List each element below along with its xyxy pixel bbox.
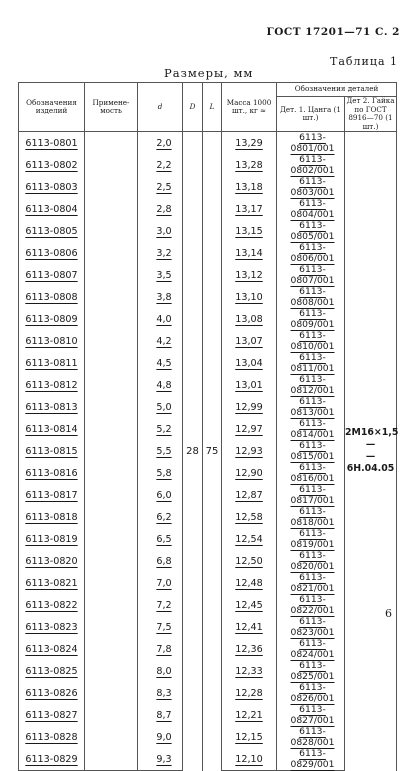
d-cell-text: 3,8 bbox=[156, 291, 172, 303]
det1-cell bbox=[277, 154, 345, 176]
mass-cell bbox=[222, 264, 277, 286]
application-cell bbox=[85, 704, 138, 726]
mass-cell bbox=[222, 286, 277, 308]
d-cell-text: 5,5 bbox=[156, 445, 172, 457]
det1-cell-text: 6113-0814/001 bbox=[290, 418, 335, 440]
mass-cell bbox=[222, 396, 277, 418]
mass-cell-text: 13,10 bbox=[235, 291, 263, 303]
d-cell bbox=[138, 198, 183, 220]
mass-cell bbox=[222, 748, 277, 771]
mass-cell-text: 12,97 bbox=[235, 423, 263, 435]
designation-cell-text: 6113-0818 bbox=[25, 511, 78, 523]
designation-cell bbox=[19, 660, 85, 682]
d-cell bbox=[138, 484, 183, 506]
d-cell-text: 6,0 bbox=[156, 489, 172, 501]
d-cell-text: 4,5 bbox=[156, 357, 172, 369]
application-cell bbox=[85, 638, 138, 660]
det1-cell-text: 6113-0805/001 bbox=[290, 220, 335, 242]
mass-cell bbox=[222, 682, 277, 704]
sizes-title: Размеры, мм bbox=[164, 66, 254, 80]
designation-cell-text: 6113-0802 bbox=[25, 159, 78, 171]
designation-cell bbox=[19, 198, 85, 220]
det1-cell-text: 6113-0804/001 bbox=[290, 198, 335, 220]
d-cell-text: 8,3 bbox=[156, 687, 172, 699]
designation-cell-text: 6113-0822 bbox=[25, 599, 78, 611]
d-cell-text: 5,0 bbox=[156, 401, 172, 413]
designation-cell-text: 6113-0812 bbox=[25, 379, 78, 391]
col-header-D: D bbox=[183, 83, 203, 132]
det1-cell-text: 6113-0820/001 bbox=[290, 550, 335, 572]
det1-cell bbox=[277, 242, 345, 264]
det1-cell-text: 6113-0802/001 bbox=[290, 154, 335, 176]
nut-line-1: 2М16×1,5— bbox=[345, 427, 399, 451]
mass-cell bbox=[222, 550, 277, 572]
designation-cell-text: 6113-0814 bbox=[25, 423, 78, 435]
mass-cell-text: 13,17 bbox=[235, 203, 263, 215]
mass-cell-text: 13,29 bbox=[235, 137, 263, 149]
application-cell bbox=[85, 374, 138, 396]
designation-cell-text: 6113-0821 bbox=[25, 577, 78, 589]
application-cell bbox=[85, 396, 138, 418]
d-cell-text: 2,0 bbox=[156, 137, 172, 149]
designation-cell bbox=[19, 572, 85, 594]
mass-cell-text: 13,15 bbox=[235, 225, 263, 237]
designation-cell bbox=[19, 506, 85, 528]
d-cell-text: 5,2 bbox=[156, 423, 172, 435]
designation-cell-text: 6113-0808 bbox=[25, 291, 78, 303]
mass-cell-text: 12,33 bbox=[235, 665, 263, 677]
d-cell-text: 5,8 bbox=[156, 467, 172, 479]
designation-cell-text: 6113-0809 bbox=[25, 313, 78, 325]
mass-cell bbox=[222, 616, 277, 638]
col-header-designation: Обозначения изделий bbox=[19, 83, 85, 132]
application-cell bbox=[85, 616, 138, 638]
det1-cell-text: 6113-0810/001 bbox=[290, 330, 335, 352]
d-cell bbox=[138, 286, 183, 308]
designation-cell bbox=[19, 374, 85, 396]
designation-cell-text: 6113-0826 bbox=[25, 687, 78, 699]
designation-cell bbox=[19, 176, 85, 198]
designation-cell bbox=[19, 462, 85, 484]
designation-cell bbox=[19, 242, 85, 264]
designation-cell bbox=[19, 440, 85, 462]
d-cell bbox=[138, 242, 183, 264]
mass-cell bbox=[222, 198, 277, 220]
mass-cell-text: 12,93 bbox=[235, 445, 263, 457]
det1-cell-text: 6113-0808/001 bbox=[290, 286, 335, 308]
mass-cell-text: 12,15 bbox=[235, 731, 263, 743]
mass-cell bbox=[222, 638, 277, 660]
designation-cell-text: 6113-0824 bbox=[25, 643, 78, 655]
d-cell bbox=[138, 528, 183, 550]
det1-cell bbox=[277, 330, 345, 352]
det1-cell bbox=[277, 418, 345, 440]
application-cell bbox=[85, 418, 138, 440]
designation-cell bbox=[19, 528, 85, 550]
mass-cell-text: 12,10 bbox=[235, 753, 263, 765]
d-cell bbox=[138, 396, 183, 418]
d-cell bbox=[138, 616, 183, 638]
application-cell bbox=[85, 242, 138, 264]
det1-cell-text: 6113-0806/001 bbox=[290, 242, 335, 264]
det1-cell bbox=[277, 748, 345, 771]
designation-cell-text: 6113-0823 bbox=[25, 621, 78, 633]
d-cell-text: 9,0 bbox=[156, 731, 172, 743]
mass-cell bbox=[222, 572, 277, 594]
application-cell bbox=[85, 308, 138, 330]
table-label: Таблица 1 bbox=[330, 55, 398, 68]
designation-cell-text: 6113-0825 bbox=[25, 665, 78, 677]
mass-cell bbox=[222, 308, 277, 330]
det1-cell-text: 6113-0826/001 bbox=[290, 682, 335, 704]
designation-cell-text: 6113-0816 bbox=[25, 467, 78, 479]
designation-cell bbox=[19, 352, 85, 374]
application-cell bbox=[85, 484, 138, 506]
d-cell bbox=[138, 418, 183, 440]
mass-cell-text: 13,07 bbox=[235, 335, 263, 347]
table-row bbox=[19, 132, 397, 155]
mass-cell bbox=[222, 242, 277, 264]
d-cell-text: 2,2 bbox=[156, 159, 172, 171]
application-cell bbox=[85, 220, 138, 242]
d-cell-text: 9,3 bbox=[156, 753, 172, 765]
det1-cell-text: 6113-0827/001 bbox=[290, 704, 335, 726]
application-cell bbox=[85, 352, 138, 374]
det1-cell-text: 6113-0822/001 bbox=[290, 594, 335, 616]
det1-cell-text: 6113-0828/001 bbox=[290, 726, 335, 748]
application-cell bbox=[85, 286, 138, 308]
application-cell bbox=[85, 550, 138, 572]
mass-cell bbox=[222, 154, 277, 176]
det1-cell-text: 6113-0825/001 bbox=[290, 660, 335, 682]
application-cell bbox=[85, 506, 138, 528]
det1-cell-text: 6113-0824/001 bbox=[290, 638, 335, 660]
d-cell-text: 7,8 bbox=[156, 643, 172, 655]
designation-cell-text: 6113-0803 bbox=[25, 181, 78, 193]
d-cell-text: 6,5 bbox=[156, 533, 172, 545]
designation-cell-text: 6113-0828 bbox=[25, 731, 78, 743]
d-cell-text: 7,0 bbox=[156, 577, 172, 589]
d-cell bbox=[138, 704, 183, 726]
application-cell bbox=[85, 154, 138, 176]
mass-cell-text: 12,45 bbox=[235, 599, 263, 611]
det1-cell bbox=[277, 220, 345, 242]
mass-cell-text: 12,28 bbox=[235, 687, 263, 699]
det1-cell-text: 6113-0809/001 bbox=[290, 308, 335, 330]
mass-cell-text: 12,36 bbox=[235, 643, 263, 655]
d-cell-text: 7,5 bbox=[156, 621, 172, 633]
d-cell bbox=[138, 132, 183, 155]
det1-cell bbox=[277, 374, 345, 396]
designation-cell bbox=[19, 286, 85, 308]
det1-cell bbox=[277, 616, 345, 638]
designation-cell bbox=[19, 264, 85, 286]
det1-cell-text: 6113-0819/001 bbox=[290, 528, 335, 550]
application-cell bbox=[85, 462, 138, 484]
mass-cell-text: 13,18 bbox=[235, 181, 263, 193]
application-cell bbox=[85, 660, 138, 682]
mass-cell-text: 13,28 bbox=[235, 159, 263, 171]
designation-cell-text: 6113-0810 bbox=[25, 335, 78, 347]
designation-cell-text: 6113-0815 bbox=[25, 445, 78, 457]
d-cell-text: 3,5 bbox=[156, 269, 172, 281]
mass-cell-text: 12,41 bbox=[235, 621, 263, 633]
d-cell-text: 6,2 bbox=[156, 511, 172, 523]
mass-cell bbox=[222, 220, 277, 242]
d-cell-text: 4,2 bbox=[156, 335, 172, 347]
mass-cell-text: 12,54 bbox=[235, 533, 263, 545]
L-value-cell: 75 bbox=[203, 132, 222, 771]
page-number: 6 bbox=[385, 607, 392, 620]
application-cell bbox=[85, 594, 138, 616]
mass-cell-text: 13,08 bbox=[235, 313, 263, 325]
designation-cell bbox=[19, 308, 85, 330]
designation-cell bbox=[19, 726, 85, 748]
mass-cell-text: 13,04 bbox=[235, 357, 263, 369]
d-cell bbox=[138, 308, 183, 330]
mass-cell-text: 12,48 bbox=[235, 577, 263, 589]
designation-cell-text: 6113-0801 bbox=[25, 137, 78, 149]
det1-cell bbox=[277, 594, 345, 616]
det1-cell bbox=[277, 660, 345, 682]
col-header-application: Примене-мость bbox=[85, 83, 138, 132]
mass-cell bbox=[222, 660, 277, 682]
d-cell bbox=[138, 352, 183, 374]
det1-cell-text: 6113-0813/001 bbox=[290, 396, 335, 418]
mass-cell bbox=[222, 462, 277, 484]
mass-cell bbox=[222, 484, 277, 506]
d-cell-text: 4,0 bbox=[156, 313, 172, 325]
designation-cell bbox=[19, 330, 85, 352]
d-cell bbox=[138, 440, 183, 462]
d-cell bbox=[138, 154, 183, 176]
d-cell-text: 3,0 bbox=[156, 225, 172, 237]
designation-cell bbox=[19, 396, 85, 418]
application-cell bbox=[85, 330, 138, 352]
d-cell-text: 3,2 bbox=[156, 247, 172, 259]
mass-cell bbox=[222, 726, 277, 748]
table-body bbox=[19, 132, 397, 771]
designation-cell bbox=[19, 616, 85, 638]
det1-cell bbox=[277, 572, 345, 594]
nut-line-2: —6Н.04.05 bbox=[346, 451, 395, 475]
det1-cell bbox=[277, 638, 345, 660]
det1-cell bbox=[277, 506, 345, 528]
d-cell bbox=[138, 330, 183, 352]
col-header-d: d bbox=[138, 83, 183, 132]
d-cell bbox=[138, 264, 183, 286]
mass-cell-text: 12,90 bbox=[235, 467, 263, 479]
application-cell bbox=[85, 682, 138, 704]
application-cell bbox=[85, 132, 138, 155]
application-cell bbox=[85, 726, 138, 748]
designation-cell-text: 6113-0820 bbox=[25, 555, 78, 567]
d-cell bbox=[138, 550, 183, 572]
application-cell bbox=[85, 176, 138, 198]
det1-cell-text: 6113-0823/001 bbox=[290, 616, 335, 638]
d-cell-text: 7,2 bbox=[156, 599, 172, 611]
mass-cell-text: 12,87 bbox=[235, 489, 263, 501]
mass-cell-text: 13,12 bbox=[235, 269, 263, 281]
mass-cell bbox=[222, 352, 277, 374]
det1-cell-text: 6113-0815/001 bbox=[290, 440, 335, 462]
mass-cell-text: 12,58 bbox=[235, 511, 263, 523]
d-cell bbox=[138, 682, 183, 704]
designation-cell-text: 6113-0807 bbox=[25, 269, 78, 281]
designation-cell bbox=[19, 132, 85, 155]
det1-cell bbox=[277, 462, 345, 484]
col-header-det2: Дет 2. Гайка по ГОСТ 8916—70 (1 шт.) bbox=[346, 96, 395, 131]
designation-cell-text: 6113-0817 bbox=[25, 489, 78, 501]
application-cell bbox=[85, 528, 138, 550]
application-cell bbox=[85, 264, 138, 286]
det1-cell-text: 6113-0829/001 bbox=[290, 748, 335, 770]
designation-cell-text: 6113-0829 bbox=[25, 753, 78, 765]
application-cell bbox=[85, 198, 138, 220]
det1-cell bbox=[277, 484, 345, 506]
standard-number: ГОСТ 17201—71 С. 2 bbox=[266, 26, 400, 38]
det1-cell bbox=[277, 682, 345, 704]
mass-cell bbox=[222, 330, 277, 352]
col-header-L: L bbox=[203, 83, 222, 132]
mass-cell bbox=[222, 176, 277, 198]
d-cell bbox=[138, 506, 183, 528]
mass-cell-text: 12,99 bbox=[235, 401, 263, 413]
designation-cell bbox=[19, 550, 85, 572]
det1-cell bbox=[277, 308, 345, 330]
det1-cell bbox=[277, 726, 345, 748]
det1-cell-text: 6113-0811/001 bbox=[290, 352, 335, 374]
det1-cell bbox=[277, 286, 345, 308]
designation-cell bbox=[19, 748, 85, 771]
d-cell-text: 2,5 bbox=[156, 181, 172, 193]
application-cell bbox=[85, 572, 138, 594]
d-cell bbox=[138, 462, 183, 484]
mass-cell bbox=[222, 132, 277, 155]
designation-cell bbox=[19, 704, 85, 726]
designation-cell bbox=[19, 594, 85, 616]
det1-cell bbox=[277, 264, 345, 286]
det1-cell-text: 6113-0801/001 bbox=[290, 132, 335, 154]
d-cell bbox=[138, 726, 183, 748]
nut-designation-cell bbox=[345, 132, 397, 771]
designation-cell-text: 6113-0806 bbox=[25, 247, 78, 259]
mass-cell-text: 12,50 bbox=[235, 555, 263, 567]
det1-cell bbox=[277, 550, 345, 572]
designation-cell bbox=[19, 418, 85, 440]
designation-cell-text: 6113-0804 bbox=[25, 203, 78, 215]
det1-cell bbox=[277, 396, 345, 418]
designation-cell-text: 6113-0819 bbox=[25, 533, 78, 545]
d-cell bbox=[138, 220, 183, 242]
designation-cell bbox=[19, 682, 85, 704]
det1-cell-text: 6113-0816/001 bbox=[290, 462, 335, 484]
col-header-mass: Масса 1000 шт., кг ≈ bbox=[222, 83, 277, 132]
mass-cell-text: 13,01 bbox=[235, 379, 263, 391]
designation-cell bbox=[19, 638, 85, 660]
det1-cell-text: 6113-0807/001 bbox=[290, 264, 335, 286]
mass-cell bbox=[222, 374, 277, 396]
designation-cell bbox=[19, 154, 85, 176]
d-cell bbox=[138, 638, 183, 660]
mass-cell bbox=[222, 528, 277, 550]
det1-cell bbox=[277, 440, 345, 462]
det1-cell bbox=[277, 132, 345, 155]
d-cell bbox=[138, 748, 183, 771]
det1-cell-text: 6113-0818/001 bbox=[290, 506, 335, 528]
mass-cell-text: 13,14 bbox=[235, 247, 263, 259]
col-header-det1: Дет. 1. Цанга (1 шт.) bbox=[277, 97, 345, 132]
dimensions-table bbox=[18, 82, 399, 771]
mass-cell bbox=[222, 506, 277, 528]
d-cell bbox=[138, 660, 183, 682]
d-cell-text: 8,7 bbox=[156, 709, 172, 721]
d-cell bbox=[138, 572, 183, 594]
det1-cell bbox=[277, 528, 345, 550]
designation-cell-text: 6113-0827 bbox=[25, 709, 78, 721]
designation-cell bbox=[19, 220, 85, 242]
d-cell-text: 8,0 bbox=[156, 665, 172, 677]
d-cell-text: 2,8 bbox=[156, 203, 172, 215]
mass-cell-text: 12,21 bbox=[235, 709, 263, 721]
col-header-parts-group: Обозначения деталей bbox=[277, 83, 397, 97]
det1-cell bbox=[277, 352, 345, 374]
mass-cell bbox=[222, 418, 277, 440]
d-cell-text: 6,8 bbox=[156, 555, 172, 567]
mass-cell bbox=[222, 594, 277, 616]
det1-cell-text: 6113-0821/001 bbox=[290, 572, 335, 594]
det1-cell-text: 6113-0817/001 bbox=[290, 484, 335, 506]
application-cell bbox=[85, 440, 138, 462]
det1-cell bbox=[277, 198, 345, 220]
det1-cell bbox=[277, 704, 345, 726]
designation-cell-text: 6113-0805 bbox=[25, 225, 78, 237]
d-cell-text: 4,8 bbox=[156, 379, 172, 391]
d-cell bbox=[138, 374, 183, 396]
det1-cell-text: 6113-0812/001 bbox=[290, 374, 335, 396]
designation-cell bbox=[19, 484, 85, 506]
mass-cell bbox=[222, 704, 277, 726]
designation-cell-text: 6113-0811 bbox=[25, 357, 78, 369]
d-cell bbox=[138, 594, 183, 616]
application-cell bbox=[85, 748, 138, 771]
D-value-cell: 28 bbox=[183, 132, 203, 771]
det1-cell-text: 6113-0803/001 bbox=[290, 176, 335, 198]
det1-cell bbox=[277, 176, 345, 198]
mass-cell bbox=[222, 440, 277, 462]
d-cell bbox=[138, 176, 183, 198]
designation-cell-text: 6113-0813 bbox=[25, 401, 78, 413]
